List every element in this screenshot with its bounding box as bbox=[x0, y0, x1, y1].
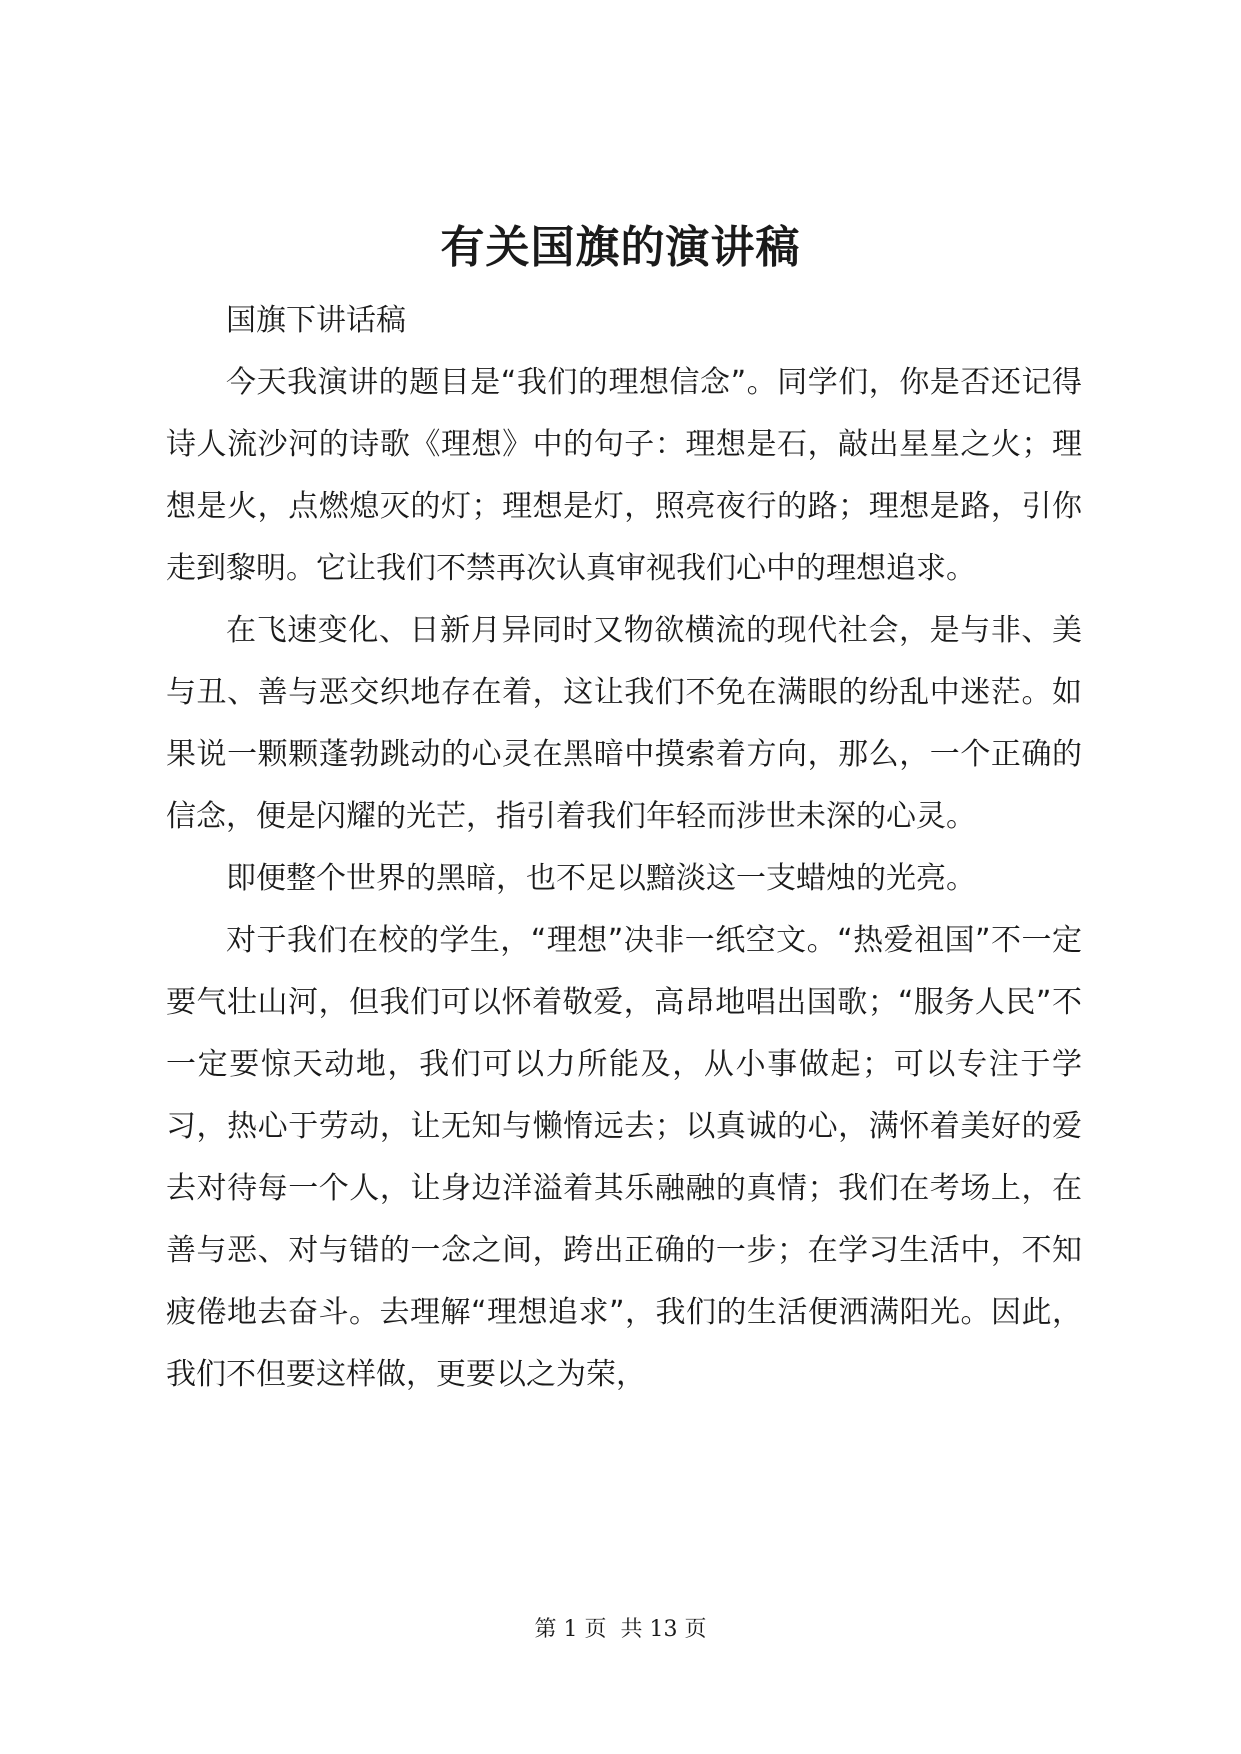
document-body bbox=[166, 290, 1082, 1406]
page-footer bbox=[0, 1615, 1241, 1645]
paragraph: 今天我演讲的题目是“我们的理想信念”。同学们，你是否还记得诗人流沙河的诗歌《理想》中的句子：理想是石，敲出星星之火；理想是火，点燃熄灭的灯；理想是灯，照亮夜行的路；理想是路，引你走到黎明。它让我们不禁再次认真审视我们心中的理想追求。 bbox=[166, 365, 1082, 586]
paragraph: 在飞速变化、日新月异同时又物欲横流的现代社会，是与非、美与丑、善与恶交织地存在着，这让我们不免在满眼的纷乱中迷茫。如果说一颗颗蓬勃跳动的心灵在黑暗中摸索着方向，那么，一个正确的信念，便是闪耀的光芒，指引着我们年轻而涉世未深的心灵。 bbox=[166, 613, 1082, 834]
document-title: 有关国旗的演讲稿 bbox=[440, 222, 801, 273]
page-number-label: 第 1 页 共 13 页 bbox=[534, 1617, 707, 1642]
paragraph-subtitle: 国旗下讲话稿 bbox=[226, 303, 406, 338]
paragraph: 对于我们在校的学生，“理想”决非一纸空文。“热爱祖国”不一定要气壮山河，但我们可以怀着敬爱，高昂地唱出国歌；“服务人民”不一定要惊天动地，我们可以力所能及，从小事做起；可以专注于学习，热心于劳动，让无知与懒惰远去；以真诚的心，满怀着美好的爱去对待每一个人，让身边洋溢着其乐融融的真情；我们在考场上，在善与恶、对与错的一念之间，跨出正确的一步；在学习生活中，不知疲倦地去奋斗。去理解“理想追求”，我们的生活便洒满阳光。因此，我们不但要这样做，更要以之为荣， bbox=[166, 923, 1082, 1392]
paragraph: 即便整个世界的黑暗，也不足以黯淡这一支蜡烛的光亮。 bbox=[226, 861, 976, 896]
